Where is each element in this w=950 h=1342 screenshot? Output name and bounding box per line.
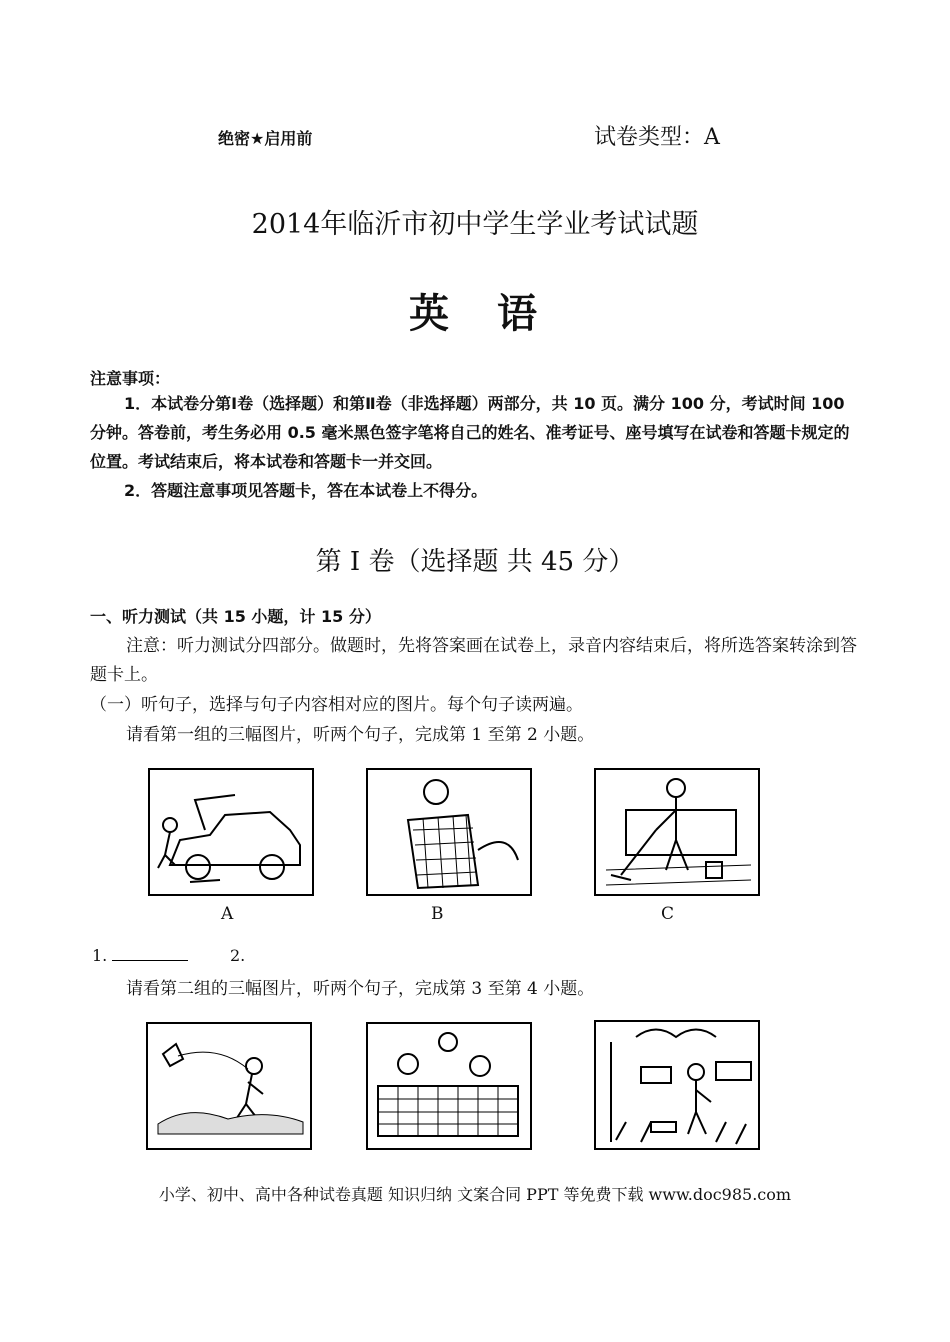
- girl-with-net-picture: [366, 768, 532, 896]
- girl-net-drawing: [368, 770, 530, 894]
- question-1: [92, 946, 188, 965]
- sub-instruction: （一）听句子，选择与句子内容相对应的图片。每个句子读两遍。: [90, 695, 583, 715]
- question-2: 2.: [230, 946, 246, 965]
- page-footer: 小学、初中、高中各种试卷真题 知识归纳 文案合同 PPT 等免费下载 www.doc985.com: [158, 1185, 792, 1204]
- answer-blank-1[interactable]: [112, 946, 188, 961]
- group2-instruction: 请看第二组的三幅图片，听两个句子，完成第 3 至第 4 小题。: [126, 979, 595, 999]
- confidential-mark: 绝密★启用前: [218, 129, 313, 148]
- flying-kite-picture: [146, 1022, 312, 1150]
- option-label-a: A: [221, 904, 234, 924]
- car-repair-drawing: [150, 770, 312, 894]
- notes-item-1: 1．本试卷分第Ⅰ卷（选择题）和第Ⅱ卷（非选择题）两部分，共 10 页。满分 100 分，考试时间 100 分钟。答卷前，考生务必用 0.5 毫米黑色签字笔将自己的姓名、准考证号、座号填写在试卷和答题卡规定的位置。考试结束后，将本试卷和答题卡一并交回。: [90, 394, 850, 471]
- crossing-street-picture: [594, 1020, 760, 1150]
- car-repair-picture: [148, 768, 314, 896]
- volleyball-drawing: [368, 1024, 530, 1148]
- subject-title: 英 语: [409, 291, 541, 337]
- group1-instruction: 请看第一组的三幅图片，听两个句子，完成第 1 至第 2 小题。: [126, 725, 595, 745]
- exam-title: 2014年临沂市初中学生学业考试试题: [251, 209, 699, 240]
- volleyball-picture: [366, 1022, 532, 1150]
- part-title: 第 I 卷（选择题 共 45 分）: [315, 547, 635, 577]
- kite-drawing: [148, 1024, 310, 1148]
- section-heading: 一、听力测试（共 15 小题，计 15 分）: [90, 607, 381, 626]
- question-1-number: 1.: [92, 946, 108, 965]
- listening-note: 注意：听力测试分四部分。做题时，先将答案画在试卷上，录音内容结束后，将所选答案转涂到答题卡上。: [90, 636, 857, 685]
- street-crossing-drawing: [596, 1022, 758, 1148]
- paper-type: 试卷类型：A: [594, 125, 720, 150]
- notes-heading: 注意事项：: [90, 369, 171, 388]
- mopping-drawing: [596, 770, 758, 894]
- option-label-b: B: [431, 904, 444, 924]
- notes-item-2: 2．答题注意事项见答题卡，答在本试卷上不得分。: [124, 481, 488, 500]
- mopping-floor-picture: [594, 768, 760, 896]
- option-label-c: C: [661, 904, 675, 924]
